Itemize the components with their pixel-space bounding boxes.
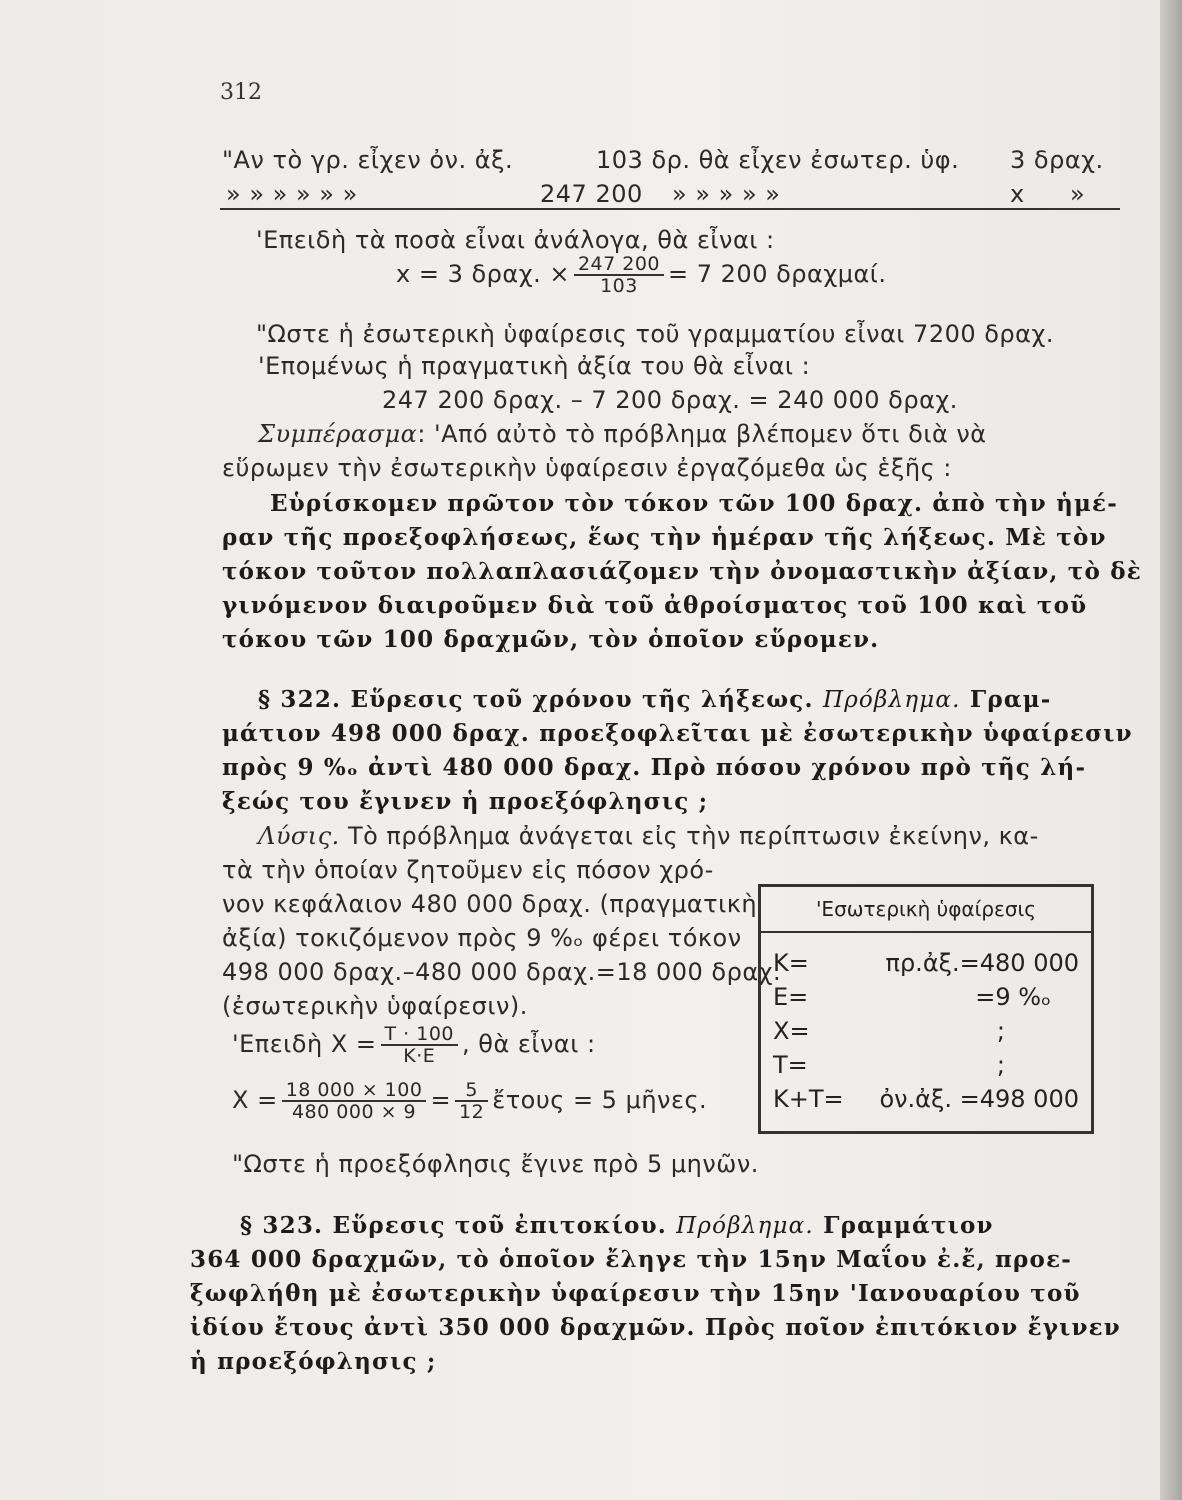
row2-marks2: » » » » » [672, 180, 781, 208]
row1-b: 103 δρ. θὰ εἶχεν ἐσωτερ. ὑφ. [596, 146, 960, 174]
solution-line-4: ἀξία) τοκιζόμενον πρὸς 9 %ₒ φέρει τόκον [222, 924, 742, 952]
box-row-t-value: ; [996, 1051, 1005, 1079]
rule-line-4: γινόμενον διαιροῦμεν διὰ τοῦ ἀθροίσματος τοῦ 100 καὶ τοῦ [222, 592, 1088, 619]
conclusion-text-1: : 'Από αὐτὸ τὸ πρόβλημα βλέπομεν ὅτι διὰ νὰ [417, 420, 987, 448]
s323-line1-end: Γραμμάτιον [823, 1212, 994, 1239]
row2-value: 247 200 [540, 180, 643, 208]
conclusion-line-1 [258, 420, 987, 448]
s323-line-5: ἡ προεξόφλησις ; [190, 1348, 437, 1375]
eq4-mid: = [430, 1086, 452, 1114]
box-row-k-label: K= [773, 949, 809, 977]
solution-line-6: (ἐσωτερικὴν ὑφαίρεσιν). [222, 992, 528, 1020]
s322-line-4: ξεώς του ἔγινεν ἡ προεξόφλησις ; [222, 788, 709, 815]
rule-line-5: τόκου τῶν 100 δραχμῶν, τὸν ὁποῖον εὕρομεν. [222, 626, 880, 653]
eq4-rhs: ἔτους = 5 μῆνες. [492, 1086, 708, 1114]
box-row-kt-label: K+T= [773, 1085, 844, 1113]
row2-end: » [1070, 180, 1086, 208]
eq4-fraction-1 [282, 1080, 427, 1122]
comparison-rule [220, 208, 1120, 210]
conclusion-label: Συμπέρασμα [258, 420, 418, 448]
eq3-fraction [381, 1024, 459, 1066]
s323-line-3: ξωφλήθη μὲ ἐσωτερικὴν ὑφαίρεσιν τὴν 15ην 'Ιανουαρίου τοῦ [190, 1280, 1081, 1307]
s322-heading: § 322. Εὕρεσις τοῦ χρόνου τῆς λήξεως. [258, 686, 814, 713]
row1-a: "Αν τὸ γρ. εἶχεν ὀν. ἀξ. [222, 146, 514, 174]
eq3-denominator: K·E [381, 1044, 459, 1066]
s322-line-2: μάτιον 498 000 δραχ. προεξοφλεῖται μὲ ἐσωτερικὴν ὑφαίρεσιν [222, 720, 1133, 747]
eq4-fraction-2 [455, 1080, 488, 1122]
solution-line-2: τὰ τὴν ὁποίαν ζητοῦμεν εἰς πόσον χρό- [222, 856, 714, 884]
solution-line-3: νον κεφάλαιον 480 000 δραχ. (πραγματικὴ [222, 890, 758, 918]
equation-2: 247 200 δραχ. – 7 200 δραχ. = 240 000 δραχ. [382, 386, 958, 414]
book-spine [1160, 0, 1182, 1500]
eq3-numerator: T · 100 [384, 1023, 455, 1045]
s323-heading-line [240, 1212, 994, 1239]
row2-marks: » » » » » » [226, 180, 358, 208]
solution-line-5: 498 000 δραχ.–480 000 δραχ.=18 000 δραχ. [222, 958, 782, 986]
box-row-x-value: ; [996, 1017, 1005, 1045]
box-row-e-value: =9 %ₒ [975, 983, 1051, 1011]
s323-line-2: 364 000 δραχμῶν, τὸ ὁποῖον ἔληγε τὴν 15ην Μαΐου ἐ.ἔ, προε- [190, 1246, 1073, 1273]
rule-line-1: Εὑρίσκομεν πρῶτον τὸν τόκον τῶν 100 δραχ. ἀπὸ τὴν ἡμέ- [270, 490, 1118, 517]
equation-4 [232, 1080, 707, 1122]
result-line-1: "Ωστε ἡ ἐσωτερικὴ ὑφαίρεσις τοῦ γραμματίου εἶναι 7200 δραχ. [256, 320, 1054, 348]
solution-line-1 [258, 822, 1039, 850]
s323-line-4: ἰδίου ἔτους ἀντὶ 350 000 δραχμῶν. Πρὸς ποῖον ἐπιτόκιον ἔγινεν [190, 1314, 1121, 1341]
eq1-numerator: 247 200 [577, 253, 661, 275]
box-row-x-label: X= [773, 1017, 810, 1045]
eq1-fraction [574, 254, 664, 296]
row1-c: 3 δραχ. [1010, 146, 1104, 174]
eq4-denominator-1: 480 000 × 9 [282, 1100, 427, 1122]
row2-x: x [1010, 180, 1025, 208]
box-row-kt-value: ὀν.ἀξ. =498 000 [879, 1085, 1079, 1113]
page-number: 312 [220, 80, 262, 105]
s322-line-3: πρὸς 9 %ₒ ἀντὶ 480 000 δραχ. Πρὸ πόσου χρόνου πρὸ τῆς λή- [222, 754, 1087, 781]
eq3-rhs: , θὰ εἶναι : [462, 1030, 596, 1058]
box-title: 'Εσωτερικὴ ὑφαίρεσις [761, 887, 1091, 933]
solution-final: "Ωστε ἡ προεξόφλησις ἔγινε πρὸ 5 μηνῶν. [232, 1150, 759, 1178]
s323-heading: § 323. Εὕρεσις τοῦ ἐπιτοκίου. [240, 1212, 667, 1239]
solution-label: Λύσις. [258, 822, 340, 850]
result-line-2: 'Επομένως ἡ πραγματικὴ ἀξία του θὰ εἶναι : [258, 352, 811, 380]
s322-line1-end: Γραμ- [969, 686, 1052, 713]
box-row-t-label: T= [773, 1051, 808, 1079]
s322-problem-label: Πρόβλημα. [822, 687, 961, 713]
rule-line-2: ραν τῆς προεξοφλήσεως, ἕως τὴν ἡμέραν τῆς λήξεως. Μὲ τὸν [222, 524, 1107, 551]
eq4-denominator-2: 12 [455, 1100, 488, 1122]
box-row-k-value: πρ.ἀξ.=480 000 [885, 949, 1079, 977]
eq1-denominator: 103 [574, 274, 664, 296]
eq4-numerator-1: 18 000 × 100 [285, 1079, 423, 1101]
eq3-lhs: 'Επειδὴ X = [232, 1030, 377, 1058]
equation-1 [396, 254, 887, 296]
inner-discount-box [758, 884, 1094, 1134]
solution-text-1: Τὸ πρόβλημα ἀνάγεται εἰς τὴν περίπτωσιν ἐκείνην, κα- [347, 822, 1039, 850]
proportion-text: 'Επειδὴ τὰ ποσὰ εἶναι ἀνάλογα, θὰ εἶναι : [256, 226, 775, 254]
eq1-lhs: x = 3 δραχ. × [396, 260, 570, 288]
equation-3 [232, 1024, 596, 1066]
box-row-e-label: E= [773, 983, 809, 1011]
eq1-rhs: = 7 200 δραχμαί. [668, 260, 887, 288]
rule-line-3: τόκον τοῦτον πολλαπλασιάζομεν τὴν ὀνομαστικὴν ἀξίαν, τὸ δὲ [222, 558, 1142, 585]
s322-heading-line [258, 686, 1052, 713]
s323-problem-label: Πρόβλημα. [676, 1213, 814, 1239]
eq4-numerator-2: 5 [465, 1079, 478, 1101]
eq4-lhs: X = [232, 1086, 278, 1114]
conclusion-line-2: εὕρωμεν τὴν ἐσωτερικὴν ὑφαίρεσιν ἐργαζόμεθα ὡς ἑξῆς : [222, 454, 952, 482]
